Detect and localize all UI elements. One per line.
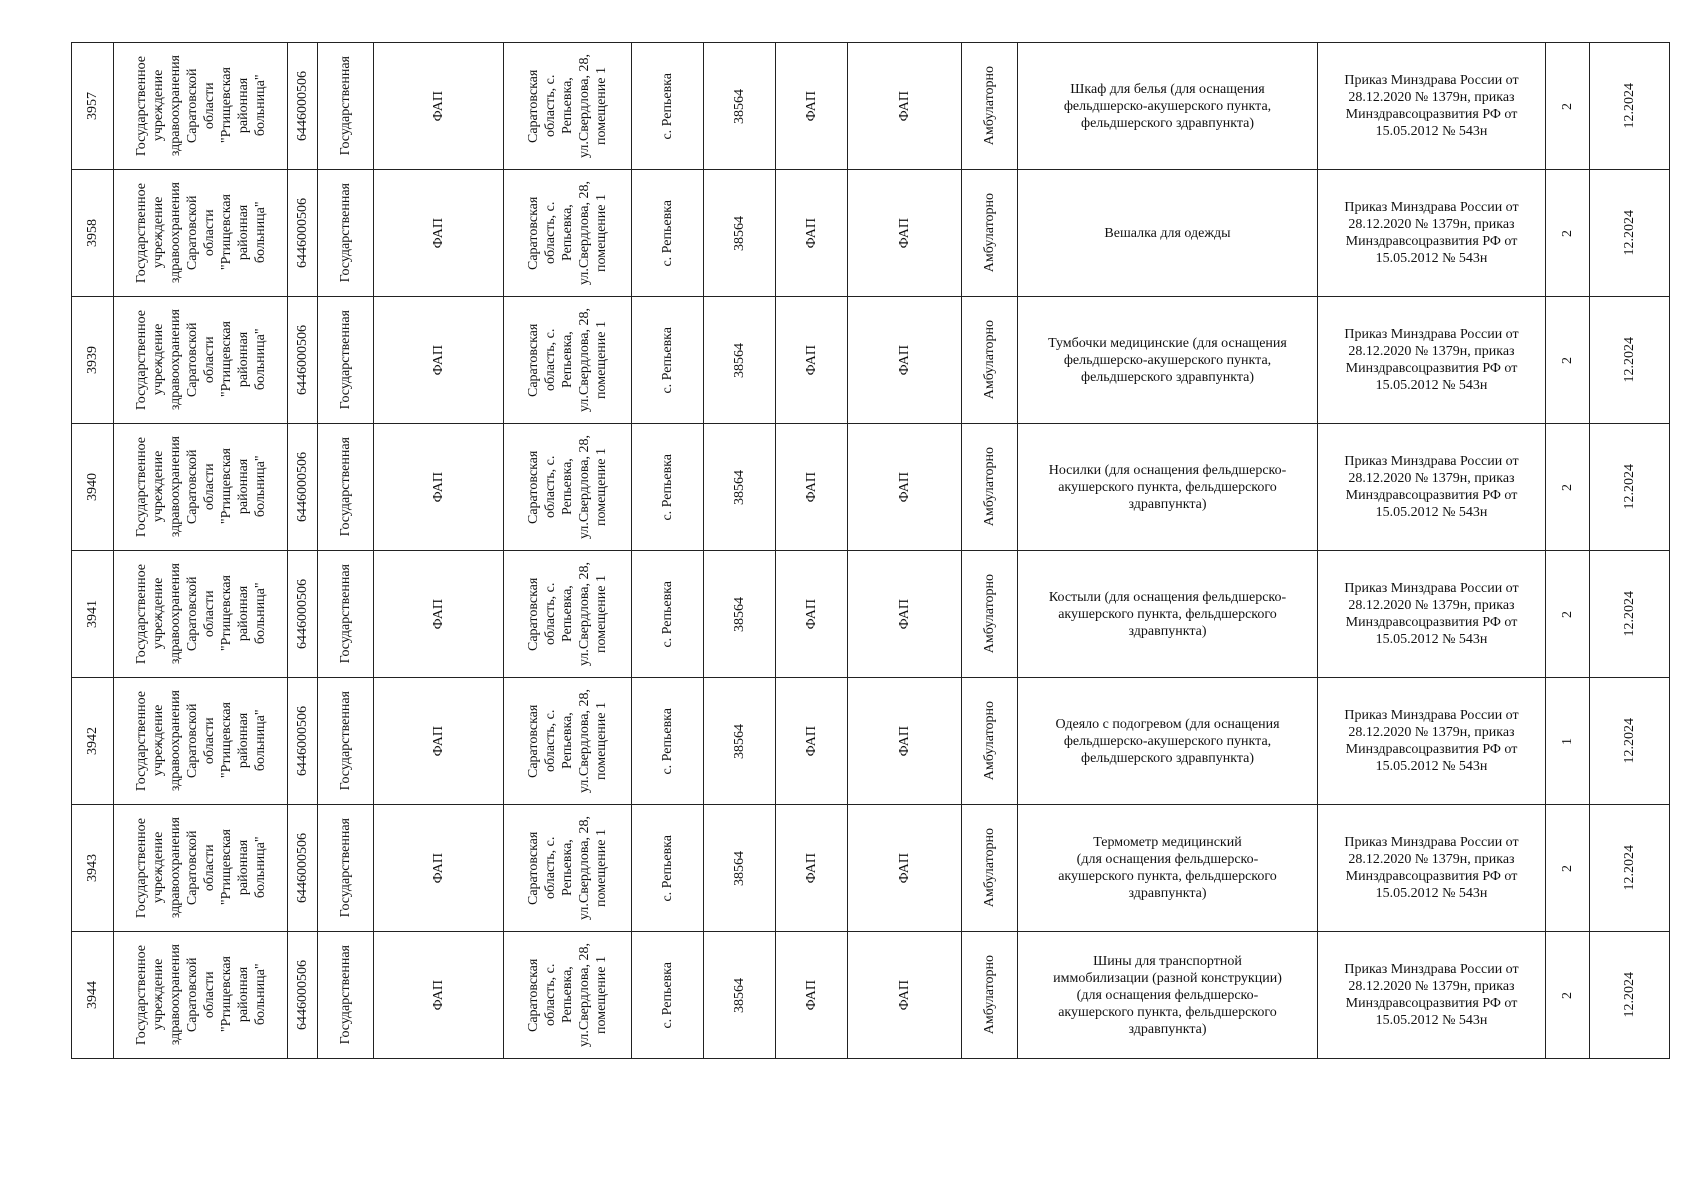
cell-unit xyxy=(374,424,504,551)
type1-text: ФАП xyxy=(804,90,819,122)
cell-code xyxy=(704,678,776,805)
item-text: Термометр медицинский (для оснащения фельдшерско- акушерского пункта, фельдшерского здравпункта) xyxy=(1058,835,1277,901)
cell-mode xyxy=(962,551,1018,678)
type1-text: ФАП xyxy=(804,344,819,376)
cell-basis xyxy=(1318,805,1546,932)
num-text: 3939 xyxy=(85,346,100,374)
cell-locality xyxy=(632,170,704,297)
cell-qty xyxy=(1546,424,1590,551)
ownership-text: Государственная xyxy=(338,183,353,283)
mode-text: Амбулаторно xyxy=(982,574,997,654)
locality-text: с. Репьевка xyxy=(660,326,675,394)
cell-basis xyxy=(1318,170,1546,297)
inn-text: 6446000506 xyxy=(295,579,310,649)
cell-qty xyxy=(1546,170,1590,297)
cell-code xyxy=(704,297,776,424)
inn-text: 6446000506 xyxy=(295,452,310,522)
mode-text: Амбулаторно xyxy=(982,828,997,908)
inn-text: 6446000506 xyxy=(295,833,310,903)
cell-type1 xyxy=(776,424,848,551)
cell-item xyxy=(1018,43,1318,170)
cell-address xyxy=(504,170,632,297)
cell-inn xyxy=(288,678,318,805)
cell-mode xyxy=(962,170,1018,297)
date-text: 12.2024 xyxy=(1622,718,1637,764)
address-text: Саратовская область, с. Репьевка, ул.Свердлова, 28, помещение 1 xyxy=(526,688,609,793)
cell-num xyxy=(72,424,114,551)
cell-mode xyxy=(962,678,1018,805)
cell-type1 xyxy=(776,805,848,932)
unit-text: ФАП xyxy=(431,725,446,757)
basis-text: Приказ Минздрава России от 28.12.2020 № 1379н, приказ Минздравсоцразвития РФ от 15.05.2012 № 543н xyxy=(1344,327,1519,393)
cell-item xyxy=(1018,805,1318,932)
mode-text: Амбулаторно xyxy=(982,66,997,146)
cell-item xyxy=(1018,170,1318,297)
locality-text: с. Репьевка xyxy=(660,961,675,1029)
type2-text: ФАП xyxy=(897,725,912,757)
cell-ownership xyxy=(318,170,374,297)
cell-item xyxy=(1018,932,1318,1059)
cell-type2 xyxy=(848,424,962,551)
cell-inn xyxy=(288,551,318,678)
cell-unit xyxy=(374,805,504,932)
num-text: 3942 xyxy=(85,727,100,755)
code-text: 38564 xyxy=(732,977,747,1013)
qty-text: 2 xyxy=(1560,356,1575,364)
ownership-text: Государственная xyxy=(338,564,353,664)
mode-text: Амбулаторно xyxy=(982,955,997,1035)
table-row xyxy=(72,297,1670,424)
inn-text: 6446000506 xyxy=(295,325,310,395)
type2-text: ФАП xyxy=(897,979,912,1011)
org-text: Государственное учреждение здравоохранения Саратовской области "Ртищевская районная больница" xyxy=(133,309,268,411)
date-text: 12.2024 xyxy=(1622,210,1637,256)
locality-text: с. Репьевка xyxy=(660,453,675,521)
org-text: Государственное учреждение здравоохранения Саратовской области "Ртищевская районная больница" xyxy=(133,690,268,792)
num-text: 3941 xyxy=(85,600,100,628)
cell-basis xyxy=(1318,551,1546,678)
address-text: Саратовская область, с. Репьевка, ул.Свердлова, 28, помещение 1 xyxy=(526,561,609,666)
cell-code xyxy=(704,43,776,170)
cell-date xyxy=(1590,424,1670,551)
mode-text: Амбулаторно xyxy=(982,701,997,781)
inn-text: 6446000506 xyxy=(295,71,310,141)
cell-unit xyxy=(374,297,504,424)
cell-type2 xyxy=(848,932,962,1059)
cell-address xyxy=(504,805,632,932)
cell-date xyxy=(1590,932,1670,1059)
cell-ownership xyxy=(318,551,374,678)
num-text: 3958 xyxy=(85,219,100,247)
cell-inn xyxy=(288,297,318,424)
cell-unit xyxy=(374,678,504,805)
address-text: Саратовская область, с. Репьевка, ул.Свердлова, 28, помещение 1 xyxy=(526,434,609,539)
item-text: Шкаф для белья (для оснащения фельдшерско-акушерского пункта, фельдшерского здравпункта) xyxy=(1063,81,1272,131)
type2-text: ФАП xyxy=(897,852,912,884)
item-text: Шины для транспортной иммобилизации (разной конструкции) (для оснащения фельдшерско- акушерского пункта, фельдшерского здравпункта) xyxy=(1053,953,1282,1037)
unit-text: ФАП xyxy=(431,90,446,122)
cell-date xyxy=(1590,170,1670,297)
mode-text: Амбулаторно xyxy=(982,320,997,400)
cell-num xyxy=(72,932,114,1059)
cell-code xyxy=(704,424,776,551)
cell-address xyxy=(504,551,632,678)
cell-address xyxy=(504,43,632,170)
cell-num xyxy=(72,297,114,424)
cell-basis xyxy=(1318,43,1546,170)
cell-locality xyxy=(632,805,704,932)
cell-org xyxy=(114,932,288,1059)
cell-type2 xyxy=(848,678,962,805)
basis-text: Приказ Минздрава России от 28.12.2020 № 1379н, приказ Минздравсоцразвития РФ от 15.05.2012 № 543н xyxy=(1344,454,1519,520)
address-text: Саратовская область, с. Репьевка, ул.Свердлова, 28, помещение 1 xyxy=(526,815,609,920)
cell-type2 xyxy=(848,43,962,170)
date-text: 12.2024 xyxy=(1622,972,1637,1018)
page-margin xyxy=(0,1060,1697,1200)
cell-locality xyxy=(632,297,704,424)
cell-num xyxy=(72,805,114,932)
org-text: Государственное учреждение здравоохранения Саратовской области "Ртищевская районная больница" xyxy=(133,55,268,157)
locality-text: с. Репьевка xyxy=(660,707,675,775)
locality-text: с. Репьевка xyxy=(660,834,675,902)
cell-code xyxy=(704,932,776,1059)
cell-ownership xyxy=(318,424,374,551)
num-text: 3940 xyxy=(85,473,100,501)
date-text: 12.2024 xyxy=(1622,83,1637,129)
cell-basis xyxy=(1318,678,1546,805)
cell-type2 xyxy=(848,297,962,424)
cell-type1 xyxy=(776,932,848,1059)
type1-text: ФАП xyxy=(804,471,819,503)
cell-org xyxy=(114,170,288,297)
date-text: 12.2024 xyxy=(1622,337,1637,383)
table-row xyxy=(72,678,1670,805)
inn-text: 6446000506 xyxy=(295,960,310,1030)
unit-text: ФАП xyxy=(431,598,446,630)
address-text: Саратовская область, с. Репьевка, ул.Свердлова, 28, помещение 1 xyxy=(526,307,609,412)
cell-address xyxy=(504,424,632,551)
cell-type1 xyxy=(776,678,848,805)
cell-locality xyxy=(632,551,704,678)
ownership-text: Государственная xyxy=(338,818,353,918)
cell-qty xyxy=(1546,297,1590,424)
address-text: Саратовская область, с. Репьевка, ул.Свердлова, 28, помещение 1 xyxy=(526,53,609,158)
cell-org xyxy=(114,424,288,551)
cell-num xyxy=(72,170,114,297)
cell-basis xyxy=(1318,297,1546,424)
cell-org xyxy=(114,43,288,170)
cell-org xyxy=(114,805,288,932)
qty-text: 1 xyxy=(1560,737,1575,745)
cell-type1 xyxy=(776,43,848,170)
type1-text: ФАП xyxy=(804,217,819,249)
cell-type1 xyxy=(776,297,848,424)
ownership-text: Государственная xyxy=(338,310,353,410)
table-row xyxy=(72,805,1670,932)
unit-text: ФАП xyxy=(431,979,446,1011)
item-text: Тумбочки медицинские (для оснащения фельдшерско-акушерского пункта, фельдшерского здравпункта) xyxy=(1048,335,1287,385)
unit-text: ФАП xyxy=(431,471,446,503)
table-row xyxy=(72,551,1670,678)
basis-text: Приказ Минздрава России от 28.12.2020 № 1379н, приказ Минздравсоцразвития РФ от 15.05.2012 № 543н xyxy=(1344,835,1519,901)
date-text: 12.2024 xyxy=(1622,845,1637,891)
cell-qty xyxy=(1546,805,1590,932)
cell-address xyxy=(504,297,632,424)
cell-code xyxy=(704,805,776,932)
num-text: 3943 xyxy=(85,854,100,882)
cell-qty xyxy=(1546,678,1590,805)
cell-ownership xyxy=(318,932,374,1059)
cell-item xyxy=(1018,551,1318,678)
cell-date xyxy=(1590,297,1670,424)
cell-unit xyxy=(374,932,504,1059)
cell-code xyxy=(704,170,776,297)
cell-ownership xyxy=(318,297,374,424)
cell-mode xyxy=(962,297,1018,424)
cell-num xyxy=(72,678,114,805)
cell-locality xyxy=(632,43,704,170)
org-text: Государственное учреждение здравоохранения Саратовской области "Ртищевская районная больница" xyxy=(133,436,268,538)
date-text: 12.2024 xyxy=(1622,591,1637,637)
item-text: Одеяло с подогревом (для оснащения фельдшерско-акушерского пункта, фельдшерского здравпункта) xyxy=(1055,716,1280,766)
ownership-text: Государственная xyxy=(338,691,353,791)
cell-ownership xyxy=(318,678,374,805)
cell-item xyxy=(1018,297,1318,424)
equipment-table xyxy=(71,42,1670,1059)
code-text: 38564 xyxy=(732,850,747,886)
cell-item xyxy=(1018,424,1318,551)
type1-text: ФАП xyxy=(804,979,819,1011)
code-text: 38564 xyxy=(732,723,747,759)
cell-locality xyxy=(632,424,704,551)
cell-locality xyxy=(632,678,704,805)
cell-org xyxy=(114,297,288,424)
cell-date xyxy=(1590,43,1670,170)
cell-inn xyxy=(288,424,318,551)
num-text: 3944 xyxy=(85,981,100,1009)
locality-text: с. Репьевка xyxy=(660,580,675,648)
table-row xyxy=(72,932,1670,1059)
type2-text: ФАП xyxy=(897,598,912,630)
code-text: 38564 xyxy=(732,469,747,505)
num-text: 3957 xyxy=(85,92,100,120)
type2-text: ФАП xyxy=(897,90,912,122)
table-row xyxy=(72,424,1670,551)
cell-date xyxy=(1590,551,1670,678)
qty-text: 2 xyxy=(1560,483,1575,491)
cell-unit xyxy=(374,170,504,297)
cell-qty xyxy=(1546,43,1590,170)
unit-text: ФАП xyxy=(431,852,446,884)
ownership-text: Государственная xyxy=(338,945,353,1045)
org-text: Государственное учреждение здравоохранения Саратовской области "Ртищевская районная больница" xyxy=(133,563,268,665)
qty-text: 2 xyxy=(1560,864,1575,872)
mode-text: Амбулаторно xyxy=(982,447,997,527)
cell-address xyxy=(504,678,632,805)
cell-date xyxy=(1590,678,1670,805)
org-text: Государственное учреждение здравоохранения Саратовской области "Ртищевская районная больница" xyxy=(133,817,268,919)
basis-text: Приказ Минздрава России от 28.12.2020 № 1379н, приказ Минздравсоцразвития РФ от 15.05.2012 № 543н xyxy=(1344,708,1519,774)
cell-type1 xyxy=(776,551,848,678)
qty-text: 2 xyxy=(1560,229,1575,237)
item-text: Вешалка для одежды xyxy=(1104,225,1231,241)
type2-text: ФАП xyxy=(897,344,912,376)
table-body xyxy=(72,43,1670,1059)
type2-text: ФАП xyxy=(897,217,912,249)
type1-text: ФАП xyxy=(804,598,819,630)
cell-type2 xyxy=(848,170,962,297)
cell-org xyxy=(114,551,288,678)
mode-text: Амбулаторно xyxy=(982,193,997,273)
cell-qty xyxy=(1546,551,1590,678)
basis-text: Приказ Минздрава России от 28.12.2020 № 1379н, приказ Минздравсоцразвития РФ от 15.05.2012 № 543н xyxy=(1344,962,1519,1028)
cell-inn xyxy=(288,805,318,932)
cell-locality xyxy=(632,932,704,1059)
cell-type1 xyxy=(776,170,848,297)
cell-mode xyxy=(962,43,1018,170)
code-text: 38564 xyxy=(732,596,747,632)
locality-text: с. Репьевка xyxy=(660,199,675,267)
basis-text: Приказ Минздрава России от 28.12.2020 № 1379н, приказ Минздравсоцразвития РФ от 15.05.2012 № 543н xyxy=(1344,200,1519,266)
cell-unit xyxy=(374,43,504,170)
cell-inn xyxy=(288,932,318,1059)
cell-code xyxy=(704,551,776,678)
ownership-text: Государственная xyxy=(338,437,353,537)
cell-inn xyxy=(288,170,318,297)
cell-unit xyxy=(374,551,504,678)
cell-mode xyxy=(962,805,1018,932)
cell-qty xyxy=(1546,932,1590,1059)
type1-text: ФАП xyxy=(804,852,819,884)
type2-text: ФАП xyxy=(897,471,912,503)
table-row xyxy=(72,43,1670,170)
qty-text: 2 xyxy=(1560,102,1575,110)
cell-inn xyxy=(288,43,318,170)
unit-text: ФАП xyxy=(431,217,446,249)
address-text: Саратовская область, с. Репьевка, ул.Свердлова, 28, помещение 1 xyxy=(526,180,609,285)
org-text: Государственное учреждение здравоохранения Саратовской области "Ртищевская районная больница" xyxy=(133,182,268,284)
cell-mode xyxy=(962,932,1018,1059)
cell-num xyxy=(72,551,114,678)
cell-item xyxy=(1018,678,1318,805)
inn-text: 6446000506 xyxy=(295,198,310,268)
cell-type2 xyxy=(848,805,962,932)
ownership-text: Государственная xyxy=(338,56,353,156)
code-text: 38564 xyxy=(732,342,747,378)
address-text: Саратовская область, с. Репьевка, ул.Свердлова, 28, помещение 1 xyxy=(526,942,609,1047)
cell-basis xyxy=(1318,932,1546,1059)
qty-text: 2 xyxy=(1560,610,1575,618)
inn-text: 6446000506 xyxy=(295,706,310,776)
locality-text: с. Репьевка xyxy=(660,72,675,140)
item-text: Костыли (для оснащения фельдшерско- акушерского пункта, фельдшерского здравпункта) xyxy=(1048,589,1287,639)
cell-address xyxy=(504,932,632,1059)
cell-date xyxy=(1590,805,1670,932)
cell-type2 xyxy=(848,551,962,678)
cell-mode xyxy=(962,424,1018,551)
code-text: 38564 xyxy=(732,215,747,251)
item-text: Носилки (для оснащения фельдшерско- акушерского пункта, фельдшерского здравпункта) xyxy=(1048,462,1287,512)
date-text: 12.2024 xyxy=(1622,464,1637,510)
type1-text: ФАП xyxy=(804,725,819,757)
unit-text: ФАП xyxy=(431,344,446,376)
cell-ownership xyxy=(318,805,374,932)
qty-text: 2 xyxy=(1560,991,1575,999)
org-text: Государственное учреждение здравоохранения Саратовской области "Ртищевская районная больница" xyxy=(133,944,268,1046)
cell-num xyxy=(72,43,114,170)
cell-org xyxy=(114,678,288,805)
basis-text: Приказ Минздрава России от 28.12.2020 № 1379н, приказ Минздравсоцразвития РФ от 15.05.2012 № 543н xyxy=(1344,73,1519,139)
code-text: 38564 xyxy=(732,88,747,124)
cell-basis xyxy=(1318,424,1546,551)
table-row xyxy=(72,170,1670,297)
cell-ownership xyxy=(318,43,374,170)
basis-text: Приказ Минздрава России от 28.12.2020 № 1379н, приказ Минздравсоцразвития РФ от 15.05.2012 № 543н xyxy=(1344,581,1519,647)
